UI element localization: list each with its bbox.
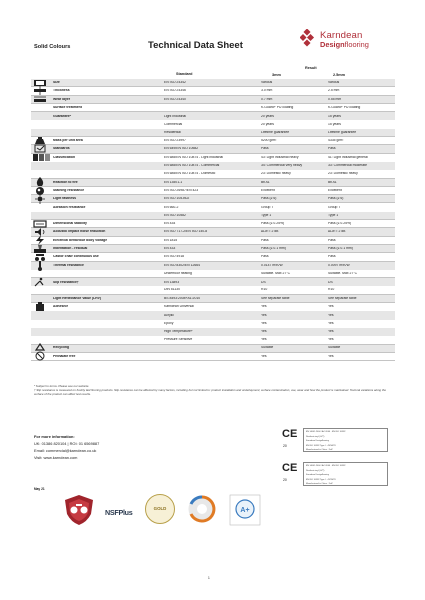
- value-2-5mm-cell: 15 years: [328, 122, 342, 126]
- value-3mm-cell: 3.0 mm: [261, 89, 273, 93]
- property-cell: Thickness: [53, 89, 70, 93]
- value-2-5mm-cell: 23: Domestic heavy: [328, 172, 358, 176]
- table-row: [31, 129, 395, 137]
- row-icon-cell: [31, 270, 53, 277]
- value-2-5mm-cell: Pass (≤ 0.1 mm): [328, 246, 353, 250]
- row-icon-cell: [31, 328, 53, 336]
- value-3mm-cell: K-Guard+ PU coating: [261, 105, 294, 109]
- value-2-5mm-cell: Pass: [328, 255, 336, 259]
- indoor-air-cert-icon: [229, 494, 261, 526]
- ce-info-box: EN 14041:2004 / AC:2006 · EN ISO 10582 Resilient vinyl (LVT) Karndean Designflooring EN ISO 10582 Type I · 43/34/23 Manufactured in China · DoP: [303, 428, 388, 452]
- spec-table: [31, 79, 395, 361]
- table-row: [31, 228, 395, 236]
- property-cell: Dimensional stability: [53, 221, 87, 225]
- table-row: [31, 162, 395, 170]
- row-icon-cell: [31, 112, 53, 120]
- row-icon-cell: [31, 303, 53, 311]
- value-2-5mm-cell: Suitable. Max 27°C: [328, 271, 358, 275]
- value-3mm-cell: Lifetime guarantee: [261, 130, 290, 134]
- standard-cell: EN 1815: [164, 238, 178, 242]
- value-3mm-cell: Various: [261, 80, 273, 84]
- ce-mark-icon: CE: [282, 428, 298, 440]
- property-cell: Phthalate free: [53, 354, 76, 358]
- standard-cell: EN 649/EN ISO 10582: [164, 147, 199, 151]
- value-2-5mm-cell: Type 1: [328, 213, 339, 217]
- row-icon-cell: [31, 154, 53, 162]
- row-icon-cell: [31, 320, 53, 328]
- property-cell: Indentation - residual: [53, 246, 88, 250]
- value-2-5mm-cell: R10: [328, 288, 335, 292]
- property-cell: Recycling: [53, 346, 70, 350]
- standard-cell: EN ISO 24340: [164, 97, 186, 101]
- value-2-5mm-cell: 41: Light industrial general: [328, 156, 368, 160]
- standard-cell: Residential: [164, 130, 181, 134]
- value-3mm-cell: Excellent: [261, 188, 275, 192]
- value-3mm-cell: DS: [261, 280, 266, 284]
- standard-cell: EN 13893: [164, 280, 180, 284]
- standard-header: Standard: [176, 72, 193, 76]
- standard-cell: EN ISO 24346: [164, 89, 186, 93]
- standard-cell: Underfloor heating: [164, 271, 192, 275]
- value-2-5mm-cell: 4335 g/m²: [328, 139, 344, 143]
- thickness-3mm-header: 3mm: [272, 73, 281, 77]
- value-3mm-cell: 20 years: [261, 122, 275, 126]
- table-row: [31, 345, 395, 353]
- property-cell: Staining resistance: [53, 188, 85, 192]
- standard-cell: EN ISO 4918: [164, 255, 184, 259]
- standard-cell: DIN 51130: [164, 288, 180, 292]
- table-row: [31, 179, 395, 187]
- value-2-5mm-cell: Group T: [328, 205, 341, 209]
- value-3mm-cell: 34: Commercial very heavy: [261, 164, 303, 168]
- contact-phone: UK: 01386 820104 | ROI: 01 6569887: [34, 441, 100, 447]
- value-3mm-cell: Bfl-s1: [261, 180, 270, 184]
- row-icon-cell: [31, 104, 53, 111]
- value-3mm-cell: Pass (≤ 0.25%): [261, 221, 285, 225]
- property-cell: Light Reflectance Value (LRV): [53, 296, 101, 300]
- table-row: [31, 79, 395, 87]
- ce-label-2-5mm: [282, 462, 388, 486]
- svg-text:A+: A+: [240, 507, 250, 514]
- property-cell: Electrical behaviour body voltage: [53, 238, 108, 242]
- value-2-5mm-cell: Yes: [328, 330, 334, 334]
- standard-cell: EN ISO 24342: [164, 80, 186, 84]
- property-cell: Light fastness: [53, 197, 76, 201]
- value-3mm-cell: Yes: [261, 313, 267, 317]
- value-2-5mm-cell: 33: Commercial moderate: [328, 164, 368, 168]
- table-row: [31, 278, 395, 286]
- brand-mark-icon: [300, 29, 318, 47]
- dots-gold-badge-icon: GOLD: [145, 494, 175, 524]
- table-row: [31, 137, 395, 145]
- wear-layer-icon: [33, 94, 47, 104]
- row-icon-cell: [31, 162, 53, 170]
- row-icon-cell: [31, 295, 53, 302]
- table-row: [31, 170, 395, 178]
- value-2-5mm-cell: Yes: [328, 338, 334, 342]
- table-row: [31, 154, 395, 162]
- ce-label-3mm: [282, 428, 388, 452]
- shield-crest-icon: [63, 494, 95, 526]
- table-row: [31, 320, 395, 328]
- value-2-5mm-cell: Yes: [328, 305, 334, 309]
- row-icon-cell: [31, 145, 53, 152]
- value-3mm-cell: 0.0147 m²K/W: [261, 263, 283, 267]
- table-row: [31, 120, 395, 128]
- standard-cell: EN 434: [164, 221, 176, 225]
- brand-name: Karndean: [320, 30, 363, 41]
- value-3mm-cell: 20 years: [261, 114, 275, 118]
- value-2-5mm-cell: See separate table: [328, 296, 357, 300]
- value-2-5mm-cell: Suitable: [328, 346, 341, 350]
- value-3mm-cell: Yes: [261, 354, 267, 358]
- table-row: [31, 262, 395, 270]
- row-icon-cell: [31, 311, 53, 319]
- table-row: [31, 237, 395, 245]
- property-cell: Abrasion resistance: [53, 205, 86, 209]
- table-row: [31, 295, 395, 303]
- standard-cell: Light Industrial: [164, 114, 187, 118]
- standard-cell: EN ISO 10582: [164, 213, 186, 217]
- ce-year: 20: [283, 478, 287, 482]
- property-cell: Castor chair continuous use: [53, 255, 99, 259]
- value-3mm-cell: Yes: [261, 305, 267, 309]
- page-number: 1: [208, 576, 210, 580]
- property-cell: Size: [53, 80, 60, 84]
- value-2-5mm-cell: Excellent: [328, 188, 342, 192]
- result-header: Result: [305, 66, 317, 70]
- footnotes: [34, 384, 389, 396]
- property-cell: Reaction to fire: [53, 180, 78, 184]
- standard-cell: Karndean Universal: [164, 305, 194, 309]
- value-2-5mm-cell: Yes: [328, 313, 334, 317]
- standard-cell: EN ISO 26987/EN 423: [164, 188, 199, 192]
- standard-cell: EN ISO 105-B02: [164, 197, 190, 201]
- table-row: [31, 96, 395, 104]
- value-3mm-cell: 0.7 mm: [261, 97, 273, 101]
- row-icon-cell: [31, 353, 53, 360]
- row-icon-cell: [31, 203, 53, 211]
- row-icon-cell: [31, 286, 53, 293]
- table-row: [31, 112, 395, 120]
- value-3mm-cell: Pass (≤ 0.1 mm): [261, 246, 286, 250]
- value-3mm-cell: Suitable: [261, 346, 274, 350]
- standard-cell: EN 685/EN ISO 10874 - Light industrial: [164, 156, 223, 160]
- standard-cell: EN ISO 717-2/EN ISO 140-8: [164, 230, 208, 234]
- row-icon-cell: [31, 195, 53, 202]
- value-2-5mm-cell: Various: [328, 80, 340, 84]
- value-3mm-cell: Yes: [261, 330, 267, 334]
- value-2-5mm-cell: 2.5 mm: [328, 89, 340, 93]
- table-row: [31, 187, 395, 195]
- value-3mm-cell: Pass: [261, 147, 269, 151]
- contact-heading: For more information:: [34, 434, 75, 439]
- table-row: [31, 328, 395, 336]
- issue-date: May 21: [34, 487, 45, 491]
- footnote: * Subject to terms. Please see our website.: [34, 384, 90, 388]
- table-row: [31, 212, 395, 220]
- value-3mm-cell: 23: Domestic heavy: [261, 172, 291, 176]
- table-row: [31, 286, 395, 294]
- value-2-5mm-cell: Pass: [328, 238, 336, 242]
- contact-block: [34, 433, 99, 461]
- table-row: [31, 270, 395, 278]
- row-icon-cell: [31, 96, 53, 103]
- standard-cell: EN 660-2: [164, 205, 179, 209]
- phthalate-icon: [33, 351, 47, 361]
- property-cell: Acoustic impact noise reduction: [53, 230, 106, 234]
- standard-cell: High Temperature+: [164, 330, 193, 334]
- value-2-5mm-cell: 0.0097 m²K/W: [328, 263, 350, 267]
- standard-cell: Commercial: [164, 122, 183, 126]
- table-row: [31, 145, 395, 153]
- standard-cell: EN 685/EN ISO 10874 - Domestic: [164, 172, 216, 176]
- value-3mm-cell: Pass: [261, 238, 269, 242]
- value-3mm-cell: Suitable. Max 27°C: [261, 271, 291, 275]
- value-3mm-cell: 5200 g/m²: [261, 139, 277, 143]
- value-3mm-cell: Yes: [261, 322, 267, 326]
- value-2-5mm-cell: DS: [328, 280, 333, 284]
- footnote: † Slip resistance is measured on freshly laid flooring products. Slip resistance can be affected by many factors, including but not limited to: product installation and underlayment, surface contamination, use, wear and how the product is maintained. Textural variations along the surface of the product can affect test results.: [34, 388, 386, 396]
- row-icon-cell: [31, 253, 53, 260]
- standard-cell: Acrylic: [164, 313, 174, 317]
- value-3mm-cell: ΔLw = 2 dB: [261, 230, 279, 234]
- property-cell: Guarantee*: [53, 114, 72, 118]
- property-cell: Standards: [53, 147, 70, 151]
- table-row: [31, 195, 395, 203]
- value-3mm-cell: See separate table: [261, 296, 290, 300]
- value-2-5mm-cell: 15 years: [328, 114, 342, 118]
- table-row: [31, 303, 395, 311]
- ce-mark-icon: CE: [282, 462, 298, 474]
- value-2-5mm-cell: Pass (≥ 6): [328, 197, 344, 201]
- standard-cell: Epoxy: [164, 322, 174, 326]
- ce-info-box: EN 14041:2004 / AC:2006 · EN ISO 10582 Resilient vinyl (LVT) Karndean Designflooring EN ISO 10582 Type I · 41/33/23 Manufactured in China · DoP: [303, 462, 388, 486]
- thickness-2-5mm-header: 2.5mm: [333, 73, 346, 77]
- value-3mm-cell: Pass (≥ 6): [261, 197, 277, 201]
- table-row: [31, 203, 395, 211]
- table-row: [31, 336, 395, 344]
- voc-cert-icon: [187, 494, 217, 524]
- table-row: [31, 253, 395, 261]
- property-cell: Thermal resistance: [53, 263, 84, 267]
- property-cell: Mass per unit area: [53, 139, 83, 143]
- property-cell: Wear layer: [53, 97, 71, 101]
- table-row: [31, 245, 395, 253]
- standard-cell: EN 685/EN ISO 10874 - Commercial: [164, 164, 220, 168]
- row-icon-cell: [31, 262, 53, 270]
- table-row: [31, 104, 395, 112]
- property-cell: Surface treatment: [53, 105, 82, 109]
- value-2-5mm-cell: K-Guard+ PU coating: [328, 105, 361, 109]
- contact-web[interactable]: Visit: www.karndean.com: [34, 455, 78, 461]
- standard-cell: BS 8493:2008+A1:2010: [164, 296, 201, 300]
- light-fastness-icon: [33, 194, 47, 204]
- standard-cell: EN ISO 23997: [164, 139, 186, 143]
- row-icon-cell: [31, 120, 53, 128]
- value-3mm-cell: Type 1: [261, 213, 272, 217]
- standard-cell: EN 433: [164, 246, 176, 250]
- value-2-5mm-cell: Lifetime guarantee: [328, 130, 357, 134]
- value-3mm-cell: Pass: [261, 255, 269, 259]
- property-cell: Adhesive: [53, 305, 69, 309]
- value-3mm-cell: 43: Light industrial heavy: [261, 156, 299, 160]
- nsf-plus-logo: NSFPlus: [105, 508, 133, 517]
- value-3mm-cell: R10: [261, 288, 268, 292]
- value-2-5mm-cell: 0.55 mm: [328, 97, 342, 101]
- table-row: [31, 353, 395, 361]
- table-row: [31, 311, 395, 319]
- value-2-5mm-cell: Pass (≤ 0.25%): [328, 221, 352, 225]
- contact-email[interactable]: Email: commercial@karndean.co.uk: [34, 448, 97, 454]
- table-row: [31, 87, 395, 95]
- ce-year: 20: [283, 444, 287, 448]
- brand-sub: Designflooring: [320, 40, 369, 49]
- page-title: Technical Data Sheet: [148, 40, 243, 51]
- property-cell: Slip resistance†: [53, 280, 79, 284]
- value-2-5mm-cell: Yes: [328, 322, 334, 326]
- value-2-5mm-cell: Yes: [328, 354, 334, 358]
- range-name: Solid Colours: [34, 44, 71, 50]
- row-icon-cell: [31, 278, 53, 286]
- standard-cell: EN 13501-1: [164, 180, 183, 184]
- table-row: [31, 220, 395, 228]
- value-2-5mm-cell: Bfl-s1: [328, 180, 337, 184]
- value-3mm-cell: Group T: [261, 205, 274, 209]
- value-3mm-cell: Yes: [261, 338, 267, 342]
- property-cell: Classification: [53, 156, 76, 160]
- standard-cell: Pressure Sensitive: [164, 338, 193, 342]
- karndean-logo: [300, 29, 392, 51]
- value-2-5mm-cell: Pass: [328, 147, 336, 151]
- standard-cell: EN ISO 8302/EN 12664: [164, 263, 201, 267]
- value-2-5mm-cell: ΔLw = 2 dB: [328, 230, 346, 234]
